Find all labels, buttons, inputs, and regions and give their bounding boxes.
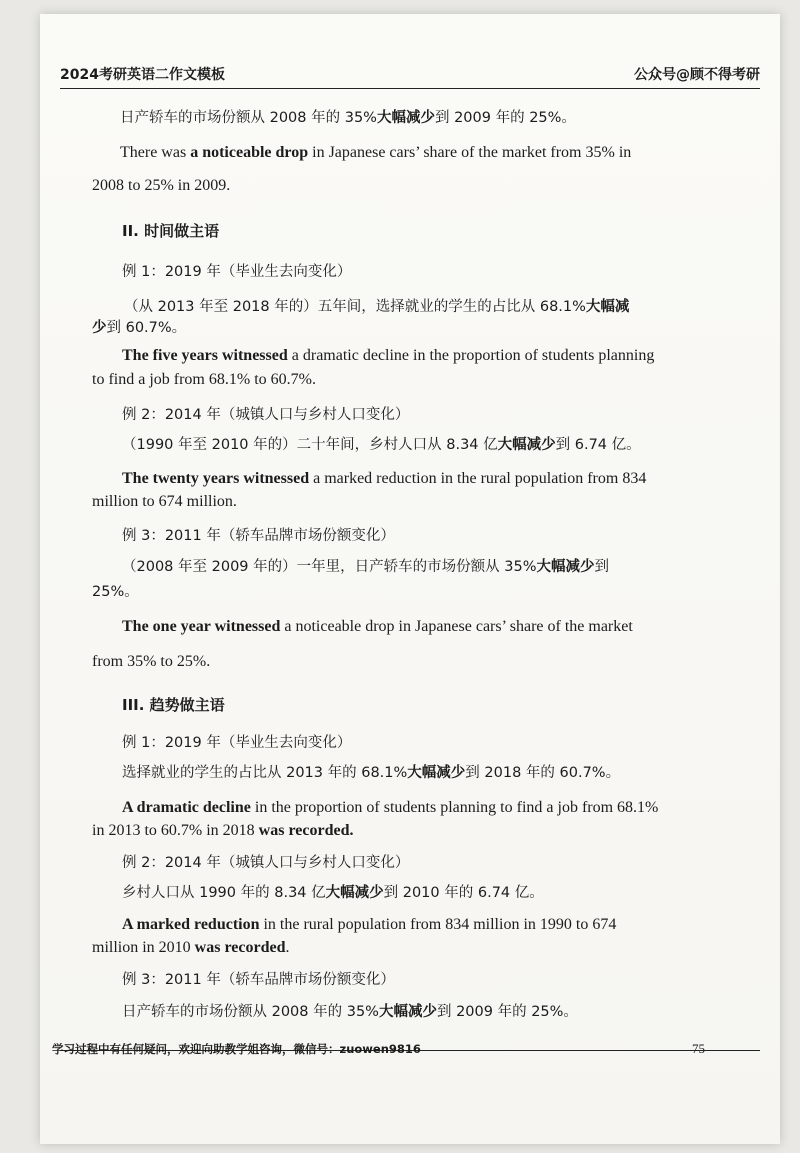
- page-header: [60, 58, 760, 89]
- text-line: 例 1：2019 年（毕业生去向变化）: [122, 735, 352, 751]
- header-title: 2024考研英语二作文模板: [60, 67, 225, 83]
- text-line: from 35% to 25%.: [92, 653, 211, 670]
- section-heading: II. 时间做主语: [122, 222, 220, 240]
- text-line: The five years witnessed a dramatic decline in the proportion of students planning: [122, 347, 655, 364]
- text-line: A marked reduction in the rural population from 834 million in 1990 to 674: [122, 916, 617, 933]
- text-line: The one year witnessed a noticeable drop in Japanese cars’ share of the market: [122, 618, 633, 635]
- text-line: 例 3：2011 年（轿车品牌市场份额变化）: [122, 972, 395, 988]
- text-line: to find a job from 68.1% to 60.7%.: [92, 371, 316, 388]
- header-account: 公众号@顾不得考研: [634, 67, 760, 83]
- text-line: （从 2013 年至 2018 年的）五年间，选择就业的学生的占比从 68.1%大幅减: [124, 299, 630, 315]
- text-line: 少到 60.7%。: [92, 320, 187, 336]
- text-line: （2008 年至 2009 年的）一年里，日产轿车的市场份额从 35%大幅减少到: [122, 559, 609, 575]
- footer-note: 学习过程中有任何疑问，欢迎向助教学姐咨询，微信号：zuowen9816: [52, 1042, 421, 1056]
- text-line: There was a noticeable drop in Japanese cars’ share of the market from 35% in: [120, 144, 632, 161]
- text-line: 例 3：2011 年（轿车品牌市场份额变化）: [122, 528, 395, 544]
- text-line: （1990 年至 2010 年的）二十年间，乡村人口从 8.34 亿大幅减少到 6.74 亿。: [122, 437, 641, 453]
- text-line: 2008 to 25% in 2009.: [92, 177, 231, 194]
- page-number: 75: [692, 1041, 705, 1056]
- text-line: 选择就业的学生的占比从 2013 年的 68.1%大幅减少到 2018 年的 60.7%。: [122, 765, 621, 781]
- text-line: A dramatic decline in the proportion of students planning to find a job from 68.1%: [122, 799, 659, 816]
- text-line: in 2013 to 60.7% in 2018 was recorded.: [92, 822, 354, 839]
- text-line: 乡村人口从 1990 年的 8.34 亿大幅减少到 2010 年的 6.74 亿。: [122, 885, 544, 901]
- section-heading: III. 趋势做主语: [122, 696, 225, 714]
- text-line: 例 2：2014 年（城镇人口与乡村人口变化）: [122, 407, 410, 423]
- text-line: million in 2010 was recorded.: [92, 939, 290, 956]
- text-line: 日产轿车的市场份额从 2008 年的 35%大幅减少到 2009 年的 25%。: [122, 1004, 578, 1020]
- text-line: 例 1：2019 年（毕业生去向变化）: [122, 264, 352, 280]
- text-line: The twenty years witnessed a marked reduction in the rural population from 834: [122, 470, 647, 487]
- text-line: million to 674 million.: [92, 493, 237, 510]
- text-line: 25%。: [92, 584, 139, 600]
- text-line: 例 2：2014 年（城镇人口与乡村人口变化）: [122, 855, 410, 871]
- text-line: 日产轿车的市场份额从 2008 年的 35%大幅减少到 2009 年的 25%。: [120, 110, 576, 126]
